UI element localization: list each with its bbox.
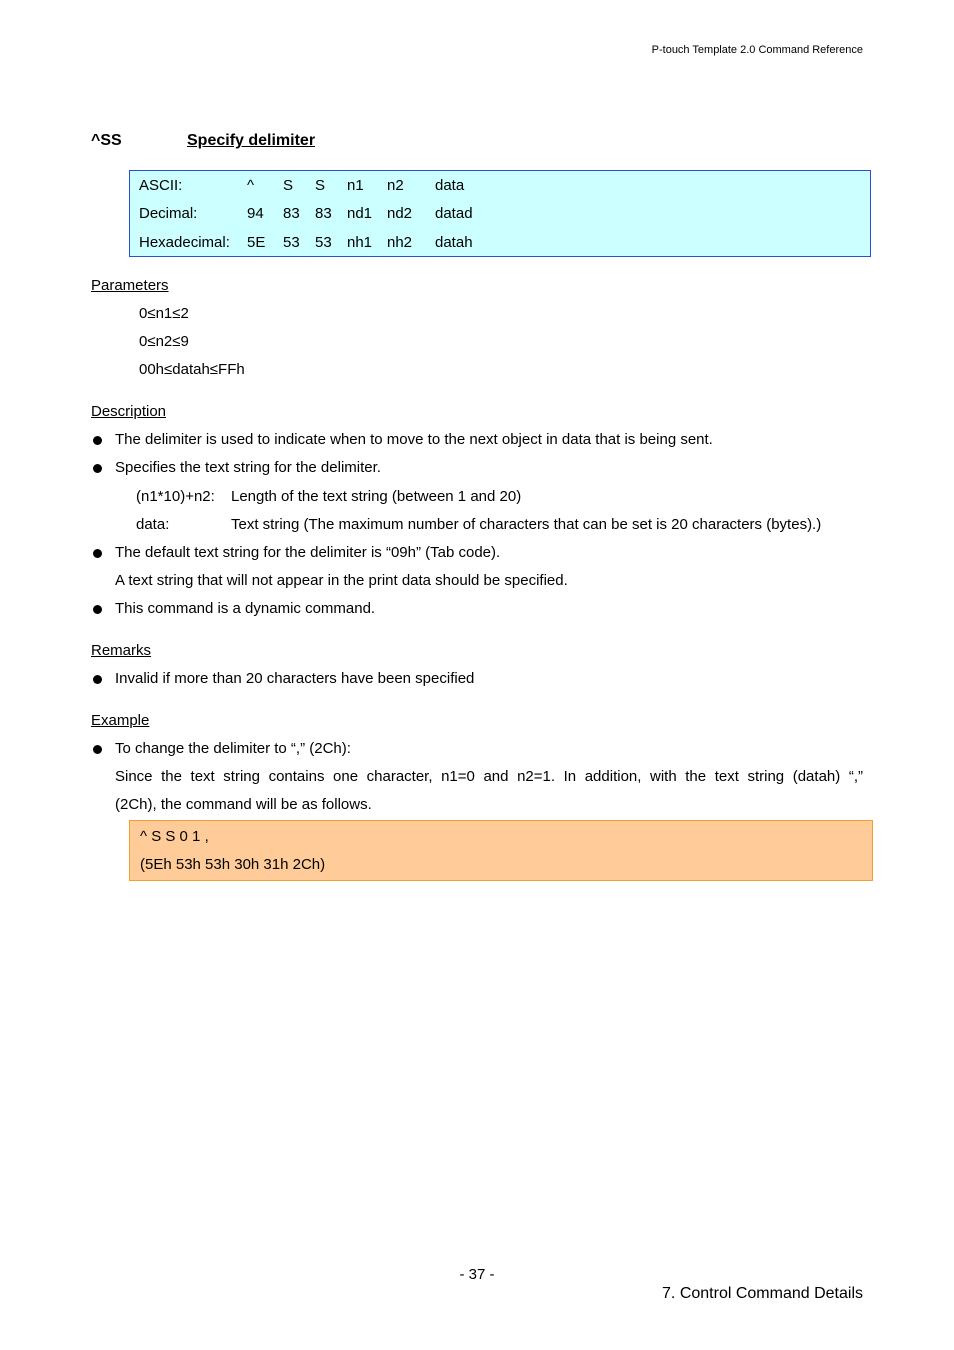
- description-bullet: The default text string for the delimiter is “09h” (Tab code).: [115, 544, 501, 561]
- syntax-cell: nd2: [387, 205, 413, 222]
- example-text: Since the text string contains one character, n1=0 and n2=1. In addition, with the text string (datah) “,”: [115, 768, 863, 785]
- syntax-cell: nd1: [347, 205, 373, 222]
- syntax-cell: data: [435, 177, 465, 194]
- sub-label: (n1*10)+n2:: [136, 488, 215, 505]
- syntax-cell: 83: [315, 205, 332, 222]
- bullet-icon: [93, 464, 102, 473]
- syntax-label: Hexadecimal:: [139, 234, 230, 251]
- parameter-item: 0≤n1≤2: [139, 305, 189, 322]
- parameter-item: 0≤n2≤9: [139, 333, 189, 350]
- syntax-cell: 94: [247, 205, 264, 222]
- description-bullet: This command is a dynamic command.: [115, 600, 376, 617]
- bullet-icon: [93, 436, 102, 445]
- syntax-cell: 53: [315, 234, 332, 251]
- page-number: - 37 -: [459, 1266, 495, 1283]
- parameter-item: 00h≤datah≤FFh: [139, 361, 245, 378]
- footer-section: 7. Control Command Details: [662, 1285, 863, 1302]
- syntax-label: ASCII:: [139, 177, 183, 194]
- syntax-cell: datah: [435, 234, 473, 251]
- sub-text: Text string (The maximum number of characters that can be set is 20 characters (bytes).): [231, 516, 822, 533]
- parameters-heading: Parameters: [91, 277, 169, 294]
- bullet-icon: [93, 605, 102, 614]
- syntax-cell: n2: [387, 177, 404, 194]
- remarks-heading: Remarks: [91, 642, 152, 659]
- example-code-hex: (5Eh 53h 53h 30h 31h 2Ch): [140, 856, 326, 873]
- bullet-icon: [93, 675, 102, 684]
- example-bullet: To change the delimiter to “,” (2Ch):: [115, 740, 351, 757]
- description-continuation: A text string that will not appear in the print data should be specified.: [115, 572, 568, 589]
- syntax-cell: nh1: [347, 234, 373, 251]
- description-heading: Description: [91, 403, 167, 420]
- sub-text: Length of the text string (between 1 and 20): [231, 488, 522, 505]
- remarks-bullet: Invalid if more than 20 characters have been specified: [115, 670, 475, 687]
- command-title: [91, 132, 315, 150]
- bullet-icon: [93, 549, 102, 558]
- command-code: ^SS: [91, 132, 122, 149]
- sub-label: data:: [136, 516, 170, 533]
- syntax-cell: 53: [283, 234, 300, 251]
- syntax-box: [129, 170, 871, 257]
- example-code-box: [129, 820, 873, 881]
- syntax-cell: ^: [247, 177, 255, 194]
- syntax-cell: n1: [347, 177, 364, 194]
- command-name: Specify delimiter: [187, 132, 316, 149]
- syntax-cell: 5E: [247, 234, 266, 251]
- syntax-cell: S: [283, 177, 294, 194]
- example-heading: Example: [91, 712, 150, 729]
- running-header: P-touch Template 2.0 Command Reference: [651, 44, 863, 56]
- example-text: (2Ch), the command will be as follows.: [115, 796, 372, 813]
- bullet-icon: [93, 745, 102, 754]
- example-code-line: ^ S S 0 1 ,: [140, 828, 209, 845]
- syntax-cell: datad: [435, 205, 473, 222]
- syntax-label: Decimal:: [139, 205, 198, 222]
- syntax-cell: S: [315, 177, 326, 194]
- syntax-cell: nh2: [387, 234, 413, 251]
- description-bullet: The delimiter is used to indicate when to move to the next object in data that is being sent.: [115, 431, 713, 448]
- description-bullet: Specifies the text string for the delimiter.: [115, 459, 381, 476]
- syntax-cell: 83: [283, 205, 300, 222]
